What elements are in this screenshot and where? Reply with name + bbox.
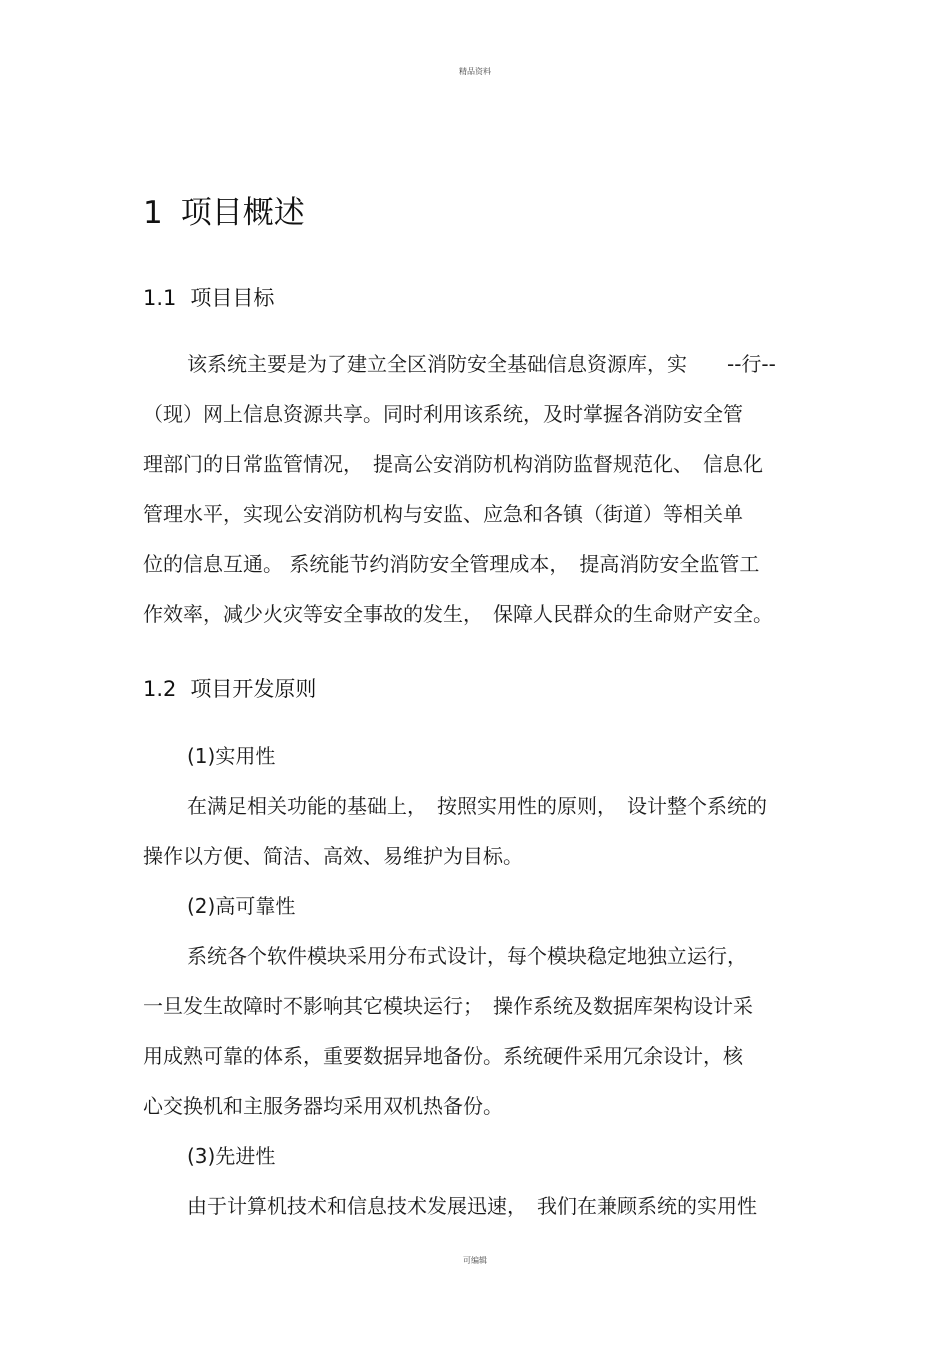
section-title: 项目目标 (190, 286, 275, 310)
paragraph-line: 系统各个软件模块采用分布式设计，每个模块稳定地独立运行， (187, 944, 747, 968)
paragraph-line: 由于计算机技术和信息技术发展迅速， 我们在兼顾系统的实用性 (187, 1194, 757, 1218)
section-number: 1.1 (143, 286, 177, 310)
paragraph-line: 该系统主要是为了建立全区消防安全基础信息资源库，实 --行-- (187, 352, 776, 376)
paragraph-line: 在满足相关功能的基础上， 按照实用性的原则， 设计整个系统的 (187, 794, 767, 818)
chapter-title: 项目概述 (180, 195, 305, 231)
paragraph-line: 位的信息互通。 系统能节约消防安全管理成本， 提高消防安全监管工 (143, 552, 760, 576)
paragraph-line: 管理水平，实现公安消防机构与安监、应急和各镇（街道）等相关单 (143, 502, 743, 526)
footer-watermark: 可编辑 (463, 1256, 487, 1265)
paragraph-line: （现）网上信息资源共享。同时利用该系统，及时掌握各消防安全管 (143, 402, 743, 426)
principle-label: (1)实用性 (187, 744, 276, 768)
principle-label: (3)先进性 (187, 1144, 276, 1168)
chapter-heading (143, 187, 305, 232)
paragraph-line: 理部门的日常监管情况， 提高公安消防机构消防监督规范化、 信息化 (143, 452, 763, 476)
paragraph-line: 心交换机和主服务器均采用双机热备份。 (143, 1094, 503, 1118)
principle-label: (2)高可靠性 (187, 894, 296, 918)
paragraph-line: 操作以方便、简洁、高效、易维护为目标。 (143, 844, 523, 868)
section-heading-1-1 (143, 282, 274, 312)
paragraph-line: 一旦发生故障时不影响其它模块运行； 操作系统及数据库架构设计采 (143, 994, 753, 1018)
chapter-number: 1 (143, 195, 163, 231)
paragraph-line: 用成熟可靠的体系，重要数据异地备份。系统硬件采用冗余设计，核 (143, 1044, 743, 1068)
section-heading-1-2 (143, 673, 316, 703)
header-watermark: 精品资料 (459, 67, 491, 76)
section-title: 项目开发原则 (190, 677, 317, 701)
section-number: 1.2 (143, 677, 177, 701)
paragraph-line: 作效率，减少火灾等安全事故的发生， 保障人民群众的生命财产安全。 (143, 602, 773, 626)
